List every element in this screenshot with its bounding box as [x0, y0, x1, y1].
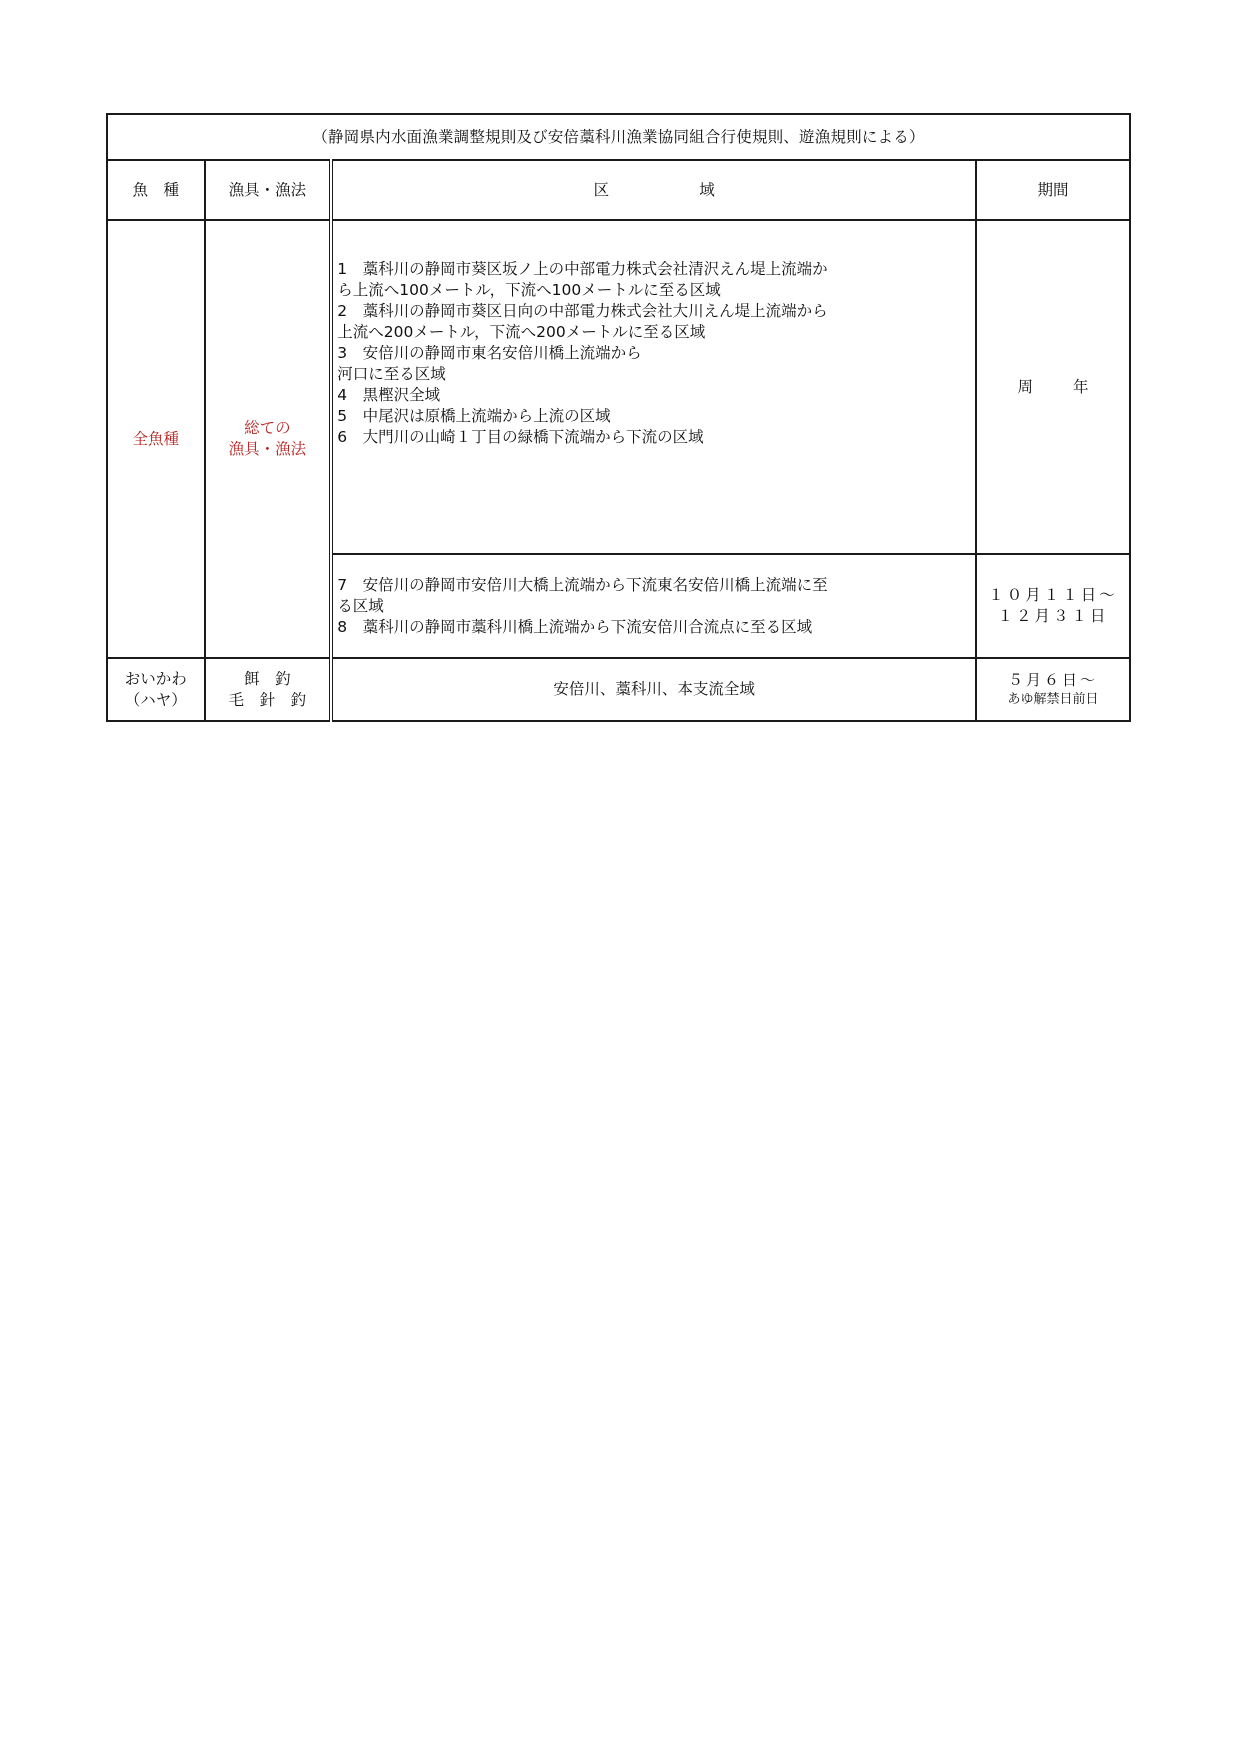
zone-line: ら上流へ100メートル，下流へ100メートルに至る区域 [337, 280, 721, 299]
species-oikawa-line2: （ハヤ） [124, 690, 187, 709]
species-oikawa [107, 658, 205, 721]
gear-oikawa-line2: 毛 針 釣 [228, 690, 307, 709]
header-row [107, 160, 1130, 220]
table-row-all-species-a [107, 220, 1130, 554]
zone-line: 2 藁科川の静岡市葵区日向の中部電力株式会社大川えん堤上流端から [337, 301, 828, 320]
zone-line: 河口に至る区域 [337, 364, 446, 383]
period-line2: １２月３１日 [997, 607, 1109, 625]
period-line1: １０月１１日～ [988, 586, 1118, 604]
header-zone [331, 160, 976, 220]
header-period: 期間 [976, 160, 1130, 220]
zone-group-2 [331, 554, 976, 658]
header-zone-right: 域 [699, 180, 715, 199]
zone-line: る区域 [337, 596, 384, 615]
table-row-oikawa [107, 658, 1130, 721]
species-oikawa-line1: おいかわ [124, 669, 187, 688]
period-year-round [976, 220, 1130, 554]
period-oikawa [976, 658, 1130, 721]
header-gear: 漁具・漁法 [205, 160, 332, 220]
gear-oikawa [205, 658, 332, 721]
header-zone-left: 区 [593, 180, 610, 199]
zone-line: 3 安倍川の静岡市東名安倍川橋上流端から [337, 343, 642, 362]
gear-all-line2: 漁具・漁法 [228, 440, 307, 458]
period-oikawa-line1: ５月６日～ [1008, 670, 1099, 689]
zone-oikawa: 安倍川、藁科川、本支流全域 [331, 658, 976, 721]
period-year-right: 年 [1073, 377, 1089, 396]
title-row [107, 114, 1130, 160]
zone-line: 8 藁科川の静岡市藁科川橋上流端から下流安倍川合流点に至る区域 [337, 617, 813, 636]
zone-line: 1 藁科川の静岡市葵区坂ノ上の中部電力株式会社清沢えん堤上流端か [337, 259, 828, 278]
zone-line: 上流へ200メートル，下流へ200メートルに至る区域 [337, 322, 706, 341]
table-title: （静岡県内水面漁業調整規則及び安倍藁科川漁業協同組合行使規則、遊漁規則による） [107, 114, 1130, 160]
zone-line: 4 黒樫沢全域 [337, 385, 441, 404]
gear-oikawa-line1: 餌 釣 [244, 669, 291, 688]
header-species: 魚 種 [107, 160, 205, 220]
zone-group-1 [331, 220, 976, 554]
species-all: 全魚種 [107, 220, 205, 658]
fishing-regulation-table [106, 113, 1131, 722]
gear-all [205, 220, 332, 658]
period-oct-dec [976, 554, 1130, 658]
zone-line: 6 大門川の山崎１丁目の緑橋下流端から下流の区域 [337, 427, 704, 446]
zone-line: 7 安倍川の静岡市安倍川大橋上流端から下流東名安倍川橋上流端に至 [337, 575, 828, 594]
zone-line: 5 中尾沢は原橋上流端から上流の区域 [337, 406, 611, 425]
period-year-left: 周 [1017, 377, 1034, 396]
gear-all-line1: 総ての [244, 419, 291, 437]
period-oikawa-line2: あゆ解禁日前日 [1007, 691, 1099, 707]
